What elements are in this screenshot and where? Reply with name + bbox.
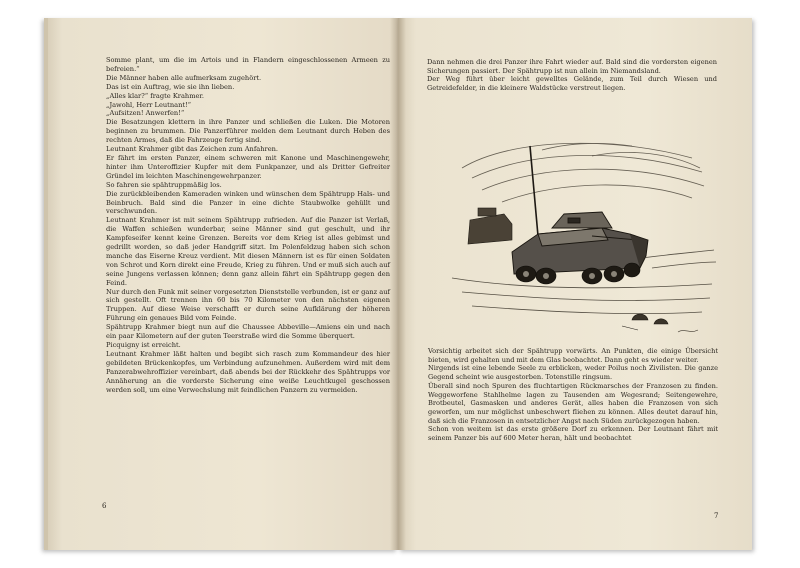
paragraph: Picquigny ist erreicht.: [106, 341, 181, 349]
book-spine-shadow: [390, 18, 406, 550]
paragraph: Vorsichtig arbeitet sich der Spähtrupp vorwärts. An Punkten, die einige Übersicht bieten, wird gehalten und mit dem Glas beobachtet. Dann geht es wieder weiter.: [428, 347, 718, 364]
paragraph: Nur durch den Funk mit seiner vorgesetzten Dienststelle verbunden, ist er ganz auf sich gestellt. Oft trennen ihn 60 bis 70 Kilometer von den nächsten eigenen Truppen. Auf diese Weise verschafft er durch seine Aufklärung der höheren Führung ein genaues Bild vom Feinde.: [106, 287, 390, 323]
paragraph: Somme plant, um die im Artois und in Flandern eingeschlossenen Armeen zu befreien.“: [106, 56, 390, 73]
paragraph: Die Besatzungen klettern in ihre Panzer und schließen die Luken. Die Motoren beginnen zu brummen. Die Panzerführer melden dem Leutnant durch Heben des rechten Armes, daß die Fahrzeuge fertig sind.: [106, 118, 390, 145]
right-page-text-top: [427, 58, 717, 93]
armored-car-illustration: [442, 128, 720, 342]
paragraph: Spähtrupp Krahmer biegt nun auf die Chaussee Abbeville—Amiens ein und nach ein paar Kilometern auf der guten Teerstraße wird die Somme überquert.: [106, 323, 390, 341]
paragraph: „Alles klar?“ fragte Krahmer.: [106, 91, 204, 100]
paragraph: Leutnant Krahmer ist mit seinem Spähtrupp zufrieden. Auf die Panzer ist Verlaß, die Waffen schießen wunderbar, seine Männer sind gut geschult, und ihr Kampfeseifer kennt keine Grenzen. Bereits vor dem Krieg ist alles gebimst und gedrillt worden, so daß jeder Handgriff sitzt. Im Polenfeldzug haben sich schon manche das Eiserne Kreuz verdient. Mit diesen Männern ist es für einen Soldaten von Schrot und Korn direkt eine Freude, Krieg zu führen. Und er muß sich auch auf seine Jungens verlassen können; denn ganz allein fährt ein Spähtrupp gegen den Feind.: [106, 216, 390, 287]
paragraph: So fahren sie spähtruppmäßig los.: [106, 180, 222, 189]
right-page: [398, 18, 752, 550]
open-booklet: [44, 18, 752, 550]
paragraph: „Aufsitzen! Anwerfen!“: [106, 109, 185, 118]
page-number-left: 6: [102, 502, 107, 510]
right-page-text-bottom: [428, 347, 718, 443]
paragraph: Dann nehmen die drei Panzer ihre Fahrt wieder auf. Bald sind die vordersten eigenen Sicherungen passiert. Der Spähtrupp ist nun allein im Niemandsland.: [427, 58, 717, 75]
paragraph: Leutnant Krahmer läßt halten und begibt sich rasch zum Kommandeur des hier gebildeten Brückenkopfes, um Verbindung aufzunehmen. Außerdem wird mit dem Panzerabwehroffizier vereinbart, daß abends bei der Rückkehr des Spähtrupps vor Annäherung an die vorderste Sicherung eine weiße Leuchtkugel geschossen werden soll, um eine Verwechslung mit feindlichen Panzern zu vermeiden.: [106, 349, 390, 394]
paragraph: Die Männer haben alle aufmerksam zugehört.: [106, 73, 262, 82]
paragraph: Er fährt im ersten Panzer, einem schweren mit Kanone und Maschinengewehr, hinter ihm Unteroffizier Kupfer mit dem Funkpanzer, und als Dritter Gefreiter Gründel im leichten Maschinengewehrpanzer.: [106, 153, 390, 180]
paragraph: Leutnant Krahmer gibt das Zeichen zum Anfahren.: [106, 145, 279, 154]
paragraph: Überall sind noch Spuren des fluchtartigen Rückmarsches der Franzosen zu finden. Weggeworfene Stahlhelme lagen zu Tausenden am Wegesrand; Seitengewehre, Brotbeutel, Gasmasken und anderes Gerät, alles haben die Franzosen von sich geworfen, um nur möglichst unbeschwert fliehen zu können. Alles deutet darauf hin, daß sich die Franzosen in entsetzlicher Angst nach Süden zurückgezogen haben.: [428, 381, 718, 425]
paragraph: Die zurückbleibenden Kameraden winken und wünschen dem Spähtrupp Hals- und Beinbruch. Bald sind die Panzer in eine dichte Staubwolke gehüllt und verschwunden.: [106, 189, 390, 216]
paragraph: Nirgends ist eine lebende Seele zu erblicken, weder Poilus noch Zivilisten. Die ganze Gegend scheint wie ausgestorben. Totenstille ringsum.: [428, 364, 718, 382]
paragraph: Das ist ein Auftrag, wie sie ihn lieben.: [106, 82, 235, 91]
paragraph: „Jawohl, Herr Leutnant!“: [106, 100, 192, 109]
paragraph: Der Weg führt über leicht gewelltes Gelände, zum Teil durch Wiesen und Getreidefelder, in die kleinere Waldstücke verstreut liegen.: [427, 75, 717, 93]
left-page-text: [106, 56, 390, 394]
paragraph: Schon von weitem ist das erste größere Dorf zu erkennen. Der Leutnant fährt mit seinem Panzer bis auf 600 Meter heran, hält und beobachtet: [428, 425, 718, 443]
page-number-right: 7: [714, 512, 719, 520]
left-page: [44, 18, 398, 550]
